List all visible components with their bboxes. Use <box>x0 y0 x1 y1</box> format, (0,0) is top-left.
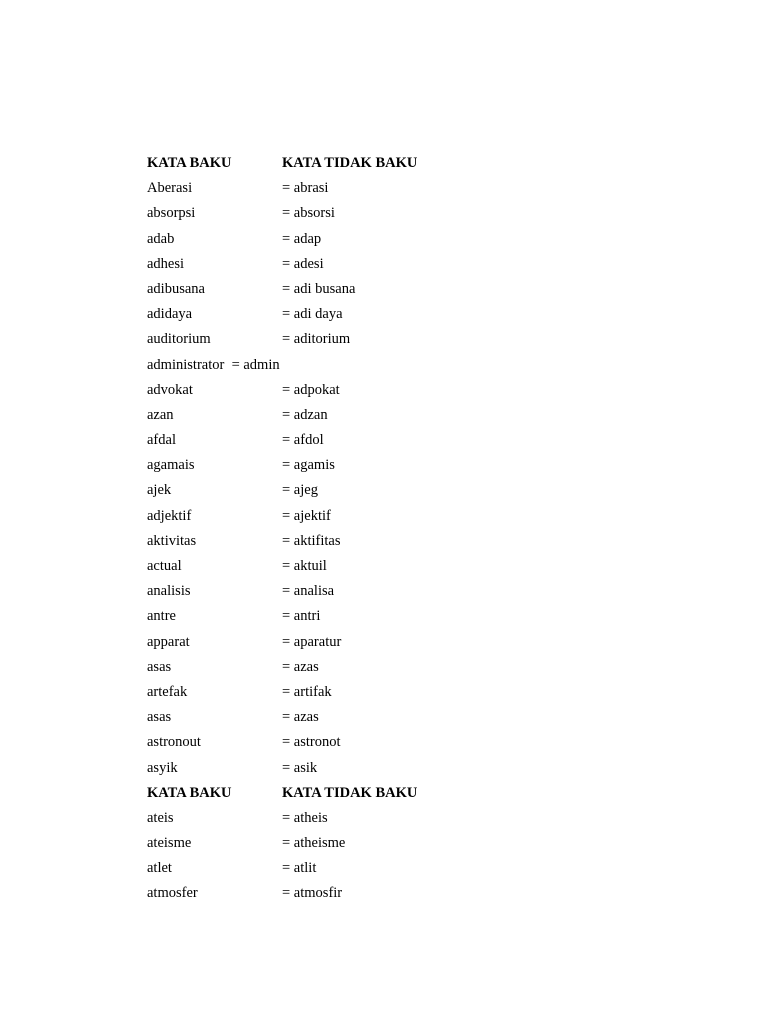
table-row <box>147 478 607 503</box>
word-tidak-baku: = atheisme <box>282 835 346 852</box>
word-tidak-baku: = ajeg <box>282 482 318 499</box>
word-tidak-baku: = aparatur <box>282 633 342 650</box>
word-tidak-baku: = atmosfir <box>282 885 343 902</box>
word-baku: ajek <box>147 482 172 499</box>
word-tidak-baku: = afdol <box>282 432 324 449</box>
word-baku: ateisme <box>147 835 192 852</box>
table-row <box>147 730 607 755</box>
word-tidak-baku: = adi busana <box>282 280 356 297</box>
word-tidak-baku: = astronot <box>282 734 341 751</box>
word-tidak-baku: = adpokat <box>282 381 340 398</box>
word-tidak-baku: = aditorium <box>282 331 351 348</box>
table-row <box>147 378 607 403</box>
word-baku: Aberasi <box>147 180 193 197</box>
word-tidak-baku: = atlit <box>282 860 317 877</box>
word-baku: atmosfer <box>147 885 198 902</box>
word-baku: agamais <box>147 457 195 474</box>
table-header <box>147 151 607 176</box>
word-tidak-baku: = aktifitas <box>282 532 341 549</box>
header-kata-baku: KATA BAKU <box>147 155 232 171</box>
word-baku: adhesi <box>147 255 185 272</box>
table-row <box>147 705 607 730</box>
word-baku: asyik <box>147 759 178 776</box>
word-baku: adidaya <box>147 306 193 323</box>
word-baku: absorpsi <box>147 205 196 222</box>
table-row <box>147 554 607 579</box>
table-row <box>147 176 607 201</box>
word-baku: antre <box>147 608 176 625</box>
table-row <box>147 655 607 680</box>
table-row <box>147 277 607 302</box>
word-baku: apparat <box>147 633 190 650</box>
word-baku: aktivitas <box>147 532 197 549</box>
table-row <box>147 302 607 327</box>
word-baku: atlet <box>147 860 172 877</box>
word-baku: asas <box>147 658 172 675</box>
header-kata-tidak-baku: KATA TIDAK BAKU <box>282 784 418 801</box>
word-tidak-baku: = antri <box>282 608 321 625</box>
word-tidak-baku: = artifak <box>282 683 332 700</box>
word-tidak-baku: = adesi <box>282 255 324 272</box>
table-row <box>147 227 607 252</box>
table-row <box>147 881 607 906</box>
word-tidak-baku: = azas <box>282 709 319 726</box>
header-kata-baku: KATA BAKU <box>147 784 232 801</box>
table-row <box>147 756 607 781</box>
table-row <box>147 831 607 856</box>
word-tidak-baku: = agamis <box>282 457 335 474</box>
word-tidak-baku: = adi daya <box>282 306 343 323</box>
table-row <box>147 604 607 629</box>
word-baku: adibusana <box>147 280 205 297</box>
table-row <box>147 579 607 604</box>
word-baku: astronout <box>147 734 201 751</box>
table-row <box>147 504 607 529</box>
word-baku: afdal <box>147 432 176 449</box>
word-tidak-baku: = absorsi <box>282 205 335 222</box>
inline-entry: administrator = admin <box>147 356 280 373</box>
table-row <box>147 252 607 277</box>
table-row <box>147 201 607 226</box>
word-tidak-baku: = atheis <box>282 809 328 826</box>
word-baku: ateis <box>147 809 174 826</box>
word-baku: adab <box>147 230 175 247</box>
word-list-document <box>147 151 607 907</box>
word-tidak-baku: = ajektif <box>282 507 331 524</box>
header-kata-tidak-baku: KATA TIDAK BAKU <box>282 155 418 171</box>
word-baku: advokat <box>147 381 193 398</box>
word-baku: artefak <box>147 683 188 700</box>
table-row-inline <box>147 353 607 378</box>
word-tidak-baku: = adap <box>282 230 322 247</box>
word-baku: actual <box>147 558 182 574</box>
word-baku: auditorium <box>147 331 211 348</box>
table-row <box>147 856 607 881</box>
word-tidak-baku: = aktuil <box>282 558 327 574</box>
table-row <box>147 529 607 554</box>
word-tidak-baku: = asik <box>282 759 318 776</box>
table-row <box>147 327 607 352</box>
table-row <box>147 806 607 831</box>
table-row <box>147 680 607 705</box>
table-row <box>147 428 607 453</box>
word-baku: adjektif <box>147 507 192 524</box>
table-row <box>147 453 607 478</box>
word-tidak-baku: = azas <box>282 658 319 675</box>
word-tidak-baku: = analisa <box>282 583 335 600</box>
table-header-repeat <box>147 781 607 806</box>
word-baku: azan <box>147 406 174 423</box>
word-baku: asas <box>147 709 172 726</box>
table-row <box>147 630 607 655</box>
word-tidak-baku: = abrasi <box>282 180 329 197</box>
word-baku: analisis <box>147 583 191 600</box>
table-row <box>147 403 607 428</box>
word-tidak-baku: = adzan <box>282 406 328 423</box>
